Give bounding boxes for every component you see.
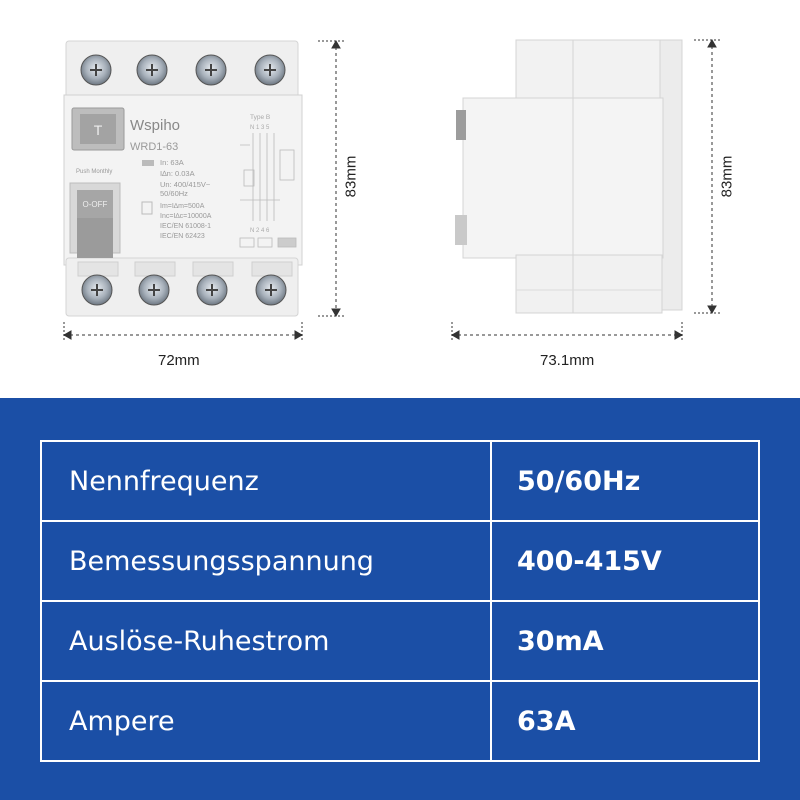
rating-line-3: IEC/EN 61008-1 [160, 223, 211, 230]
table-row [41, 601, 759, 681]
brand-name: Wspiho [130, 117, 181, 134]
spec-label: Auslöse-Ruhestrom [41, 601, 491, 681]
product-image-area [0, 0, 800, 398]
terminal-top-label: N 1 3 5 [250, 125, 270, 131]
front-view [64, 41, 302, 316]
table-row [41, 681, 759, 761]
spec-value: 63A [491, 681, 759, 761]
side-width-label: 73.1mm [540, 352, 595, 369]
test-button-label: T [93, 122, 103, 138]
model-number: WRD1-63 [130, 141, 179, 153]
specs-table [40, 440, 760, 762]
switch-label: O-OFF [82, 200, 108, 209]
spec-value: 30mA [491, 601, 759, 681]
side-view [455, 40, 682, 313]
spec-label: Bemessungsspannung [41, 521, 491, 601]
rating-line-4: IEC/EN 62423 [160, 233, 205, 240]
rating-line-2: Inc=I∆c=10000A [160, 213, 212, 220]
spec-label: Ampere [41, 681, 491, 761]
spec-line-3: Un: 400/415V~ [160, 180, 211, 189]
spec-line-4: 50/60Hz [160, 189, 188, 198]
table-row [41, 441, 759, 521]
front-width-label: 72mm [158, 352, 200, 369]
spec-value: 50/60Hz [491, 441, 759, 521]
spec-label: Nennfrequenz [41, 441, 491, 521]
side-height-label: 83mm [718, 155, 736, 198]
spec-line-1: In: 63A [160, 158, 184, 167]
spec-line-2: I∆n: 0.03A [160, 169, 195, 178]
terminal-bottom-label: N 2 4 6 [250, 228, 270, 234]
rcd-drawing [0, 0, 800, 398]
push-monthly-label: Push Monthly [76, 169, 113, 175]
rating-line-1: Im=I∆m=500A [160, 203, 205, 210]
type-label: Type B [250, 114, 271, 121]
front-height-label: 83mm [342, 155, 360, 198]
spec-value: 400-415V [491, 521, 759, 601]
table-row [41, 521, 759, 601]
